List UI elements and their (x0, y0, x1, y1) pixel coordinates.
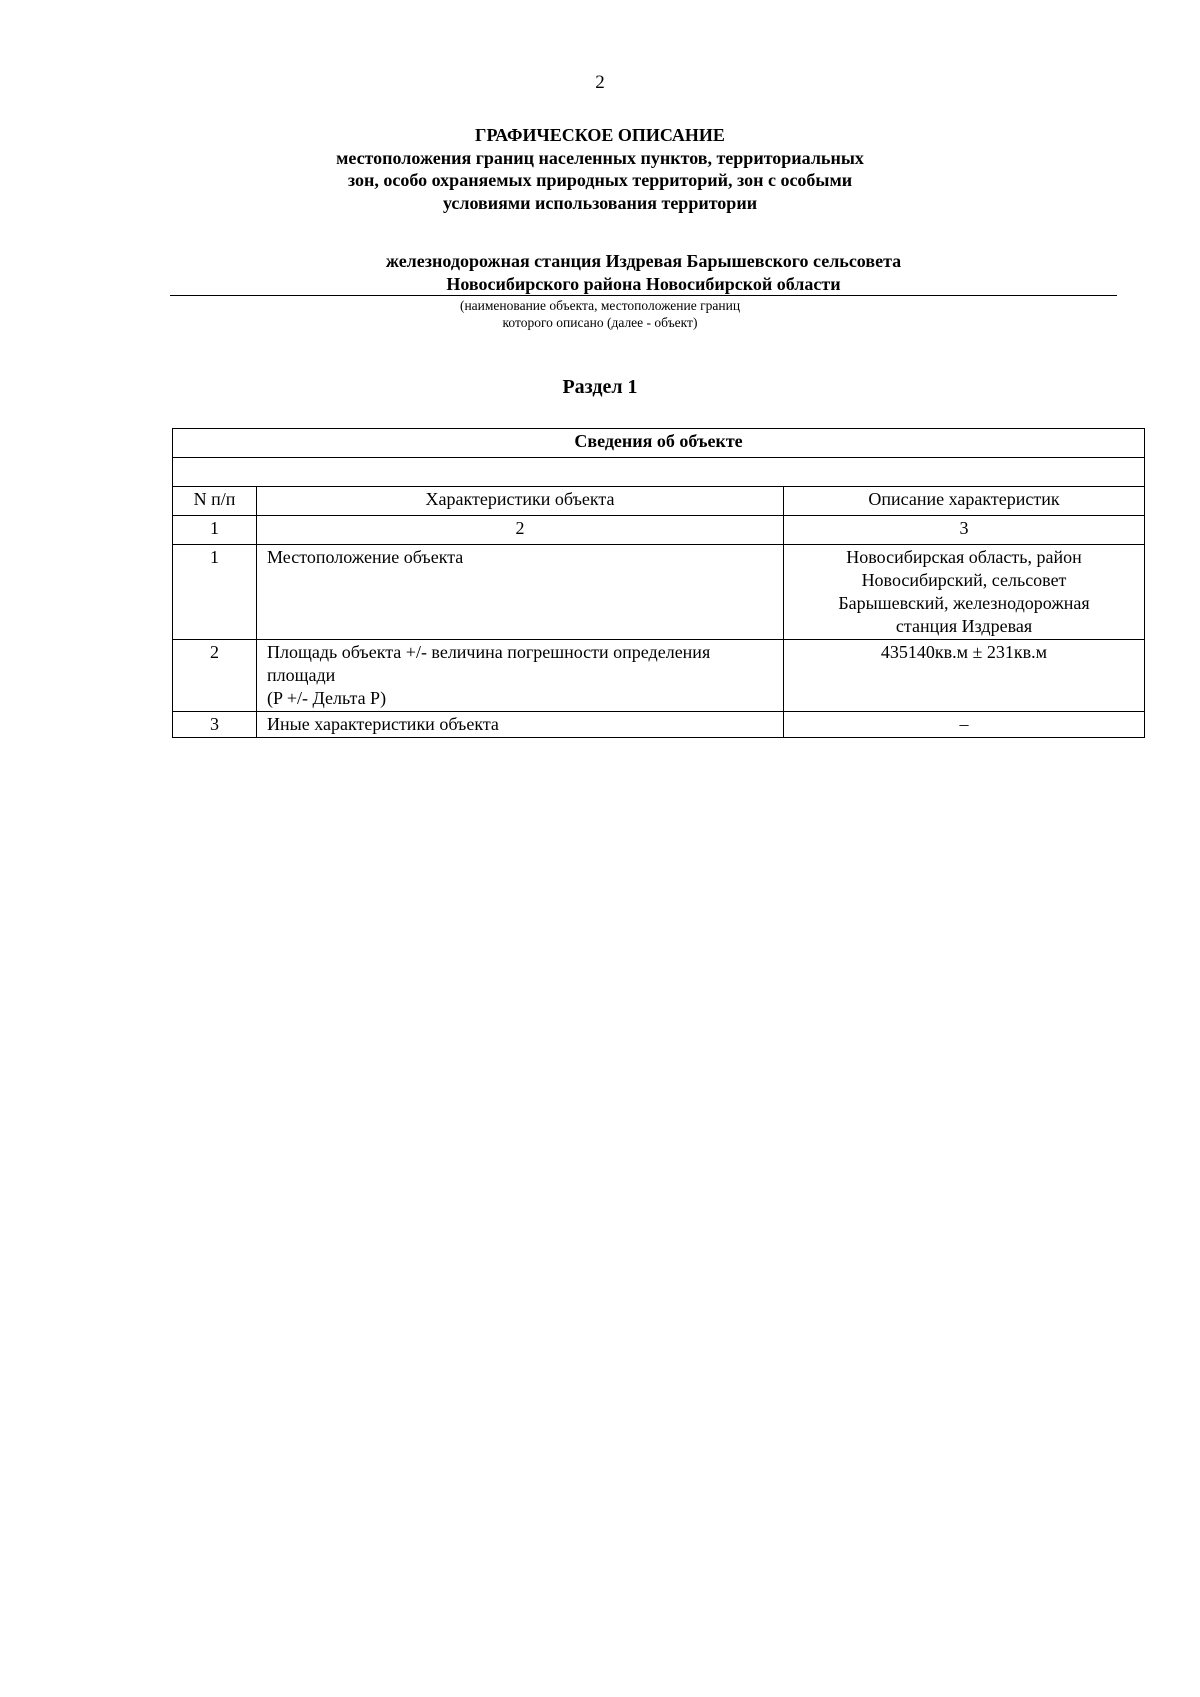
column-header-characteristic: Характеристики объекта (257, 487, 784, 516)
table-row (173, 545, 1145, 640)
description-line: Новосибирский, сельсовет (861, 570, 1067, 590)
object-caption-line: (наименование объекта, местоположение границ (459, 298, 741, 313)
column-header-description: Описание характеристик (784, 487, 1145, 516)
description-line: станция Издревая (895, 616, 1033, 636)
object-name (170, 250, 1117, 296)
page-number: 2 (595, 72, 605, 93)
description-line: Новосибирская область, район (846, 547, 1082, 567)
row-description (784, 712, 1145, 738)
column-number: 3 (784, 516, 1145, 545)
table-row (173, 712, 1145, 738)
document-title: ГРАФИЧЕСКОЕ ОПИСАНИЕ (475, 125, 725, 145)
characteristic-line: Местоположение объекта (267, 547, 464, 567)
column-number: 2 (257, 516, 784, 545)
table-title: Сведения об объекте (173, 429, 1145, 458)
object-caption-line: которого описано (далее - объект) (502, 315, 698, 330)
object-name-line: железнодорожная станция Издревая Барышевского сельсовета (385, 251, 902, 271)
characteristic-line: Иные характеристики объекта (267, 714, 499, 734)
characteristic-line: площади (267, 665, 336, 685)
row-number: 2 (173, 640, 257, 712)
document-header (0, 124, 1200, 214)
row-characteristic (257, 712, 784, 738)
object-info-table (172, 428, 1145, 738)
row-description (784, 640, 1145, 712)
row-description (784, 545, 1145, 640)
characteristic-line: (P +/- Дельта P) (267, 688, 387, 708)
row-characteristic (257, 545, 784, 640)
document-subtitle-line: зон, особо охраняемых природных территорий, зон с особыми (347, 170, 853, 190)
description-line: – (959, 714, 969, 734)
table-empty-cell (173, 458, 1145, 487)
document-subtitle-line: местоположения границ населенных пунктов, территориальных (336, 147, 864, 168)
object-name-line: Новосибирского района Новосибирской области (446, 273, 841, 294)
table-header-row (173, 487, 1145, 516)
section-title: Раздел 1 (562, 376, 638, 398)
document-subtitle-line: условиями использования территории (442, 192, 758, 213)
description-line: 435140кв.м ± 231кв.м (880, 642, 1048, 662)
column-header-number: N п/п (173, 487, 257, 516)
description-line: Барышевский, железнодорожная (838, 593, 1090, 613)
row-number: 1 (173, 545, 257, 640)
row-characteristic (257, 640, 784, 712)
column-number: 1 (173, 516, 257, 545)
object-caption (0, 297, 1200, 331)
characteristic-line: Площадь объекта +/- величина погрешности определения (267, 642, 711, 662)
row-number: 3 (173, 712, 257, 738)
table-row (173, 640, 1145, 712)
table-column-numbers-row (173, 516, 1145, 545)
table-empty-row (173, 458, 1145, 487)
